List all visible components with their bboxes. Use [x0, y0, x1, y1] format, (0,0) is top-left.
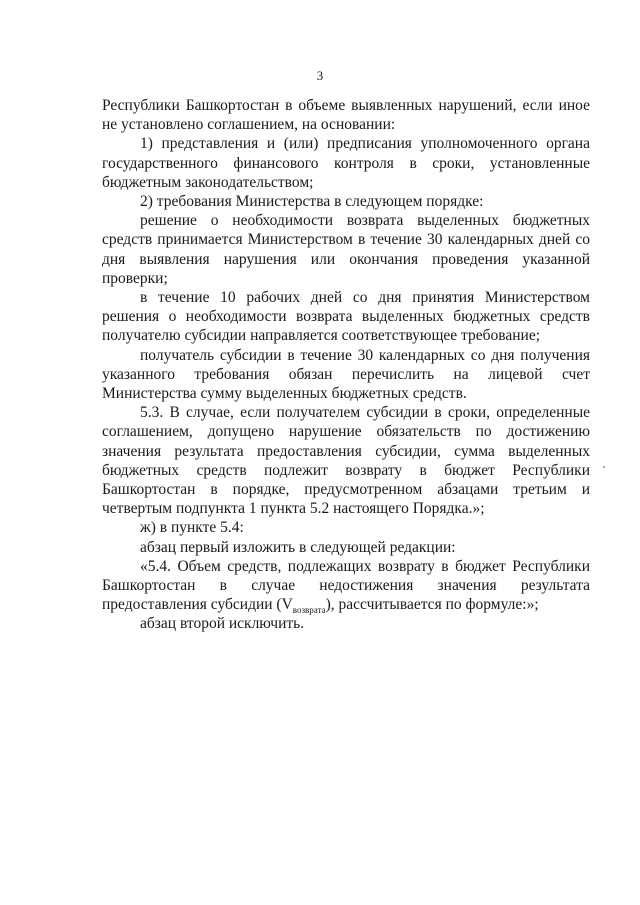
- volume-subscript: возврата: [292, 605, 326, 616]
- paragraph-1: Республики Башкортостан в объеме выявленных нарушений, если иное не установлено соглашением, на основании:: [102, 97, 590, 134]
- paragraph-2: 1) представления и (или) предписания уполномоченного органа государственного финансового контроля в сроки, установленные бюджетным законодательством;: [102, 135, 590, 191]
- paragraph-8: ж) в пункте 5.4:: [140, 519, 244, 537]
- paragraph-11: абзац второй исключить.: [140, 615, 305, 633]
- paragraph-10-text: «5.4. Объем средств, подлежащих возврату в бюджет Республики Башкортостан в случае недостижения значения результата предоставления субсидии (V: [102, 557, 590, 614]
- paragraph-7: 5.3. В случае, если получателем субсидии в сроки, определенные соглашением, допущено нарушение обязательств по достижению значения результата предоставления субсидии, сумма выделенных бюджетных средств подлежит возврату в бюджет Республики Башкортостан в порядке, предусмотренном абзацами третьим и четвертым подпункта 1 пункта 5.2 настоящего Порядка.»;: [102, 404, 590, 518]
- paragraph-4: решение о необходимости возврата выделенных бюджетных средств принимается Министерством в течение 30 календарных дней со дня выявления нарушения или окончания проведения указанной проверки;: [102, 212, 590, 287]
- paragraph-6: получатель субсидии в течение 30 календарных со дня получения указанного требования обязан перечислить на лицевой счет Министерства сумму выделенных бюджетных средств.: [102, 346, 590, 403]
- page-number: 3: [316, 68, 324, 83]
- margin-dot: [603, 466, 605, 468]
- paragraph-10: [102, 557, 590, 615]
- paragraph-9: абзац первый изложить в следующей редакции:: [140, 538, 456, 556]
- paragraph-5: в течение 10 рабочих дней со дня принятия Министерством решения о необходимости возврата выделенных бюджетных средств получателю субсидии направляется соответствующее требование;: [102, 289, 590, 345]
- paragraph-10-text-end: ), рассчитывается по формуле:»;: [325, 596, 539, 614]
- document-body: [102, 96, 590, 634]
- paragraph-3: 2) требования Министерства в следующем порядке:: [140, 193, 484, 211]
